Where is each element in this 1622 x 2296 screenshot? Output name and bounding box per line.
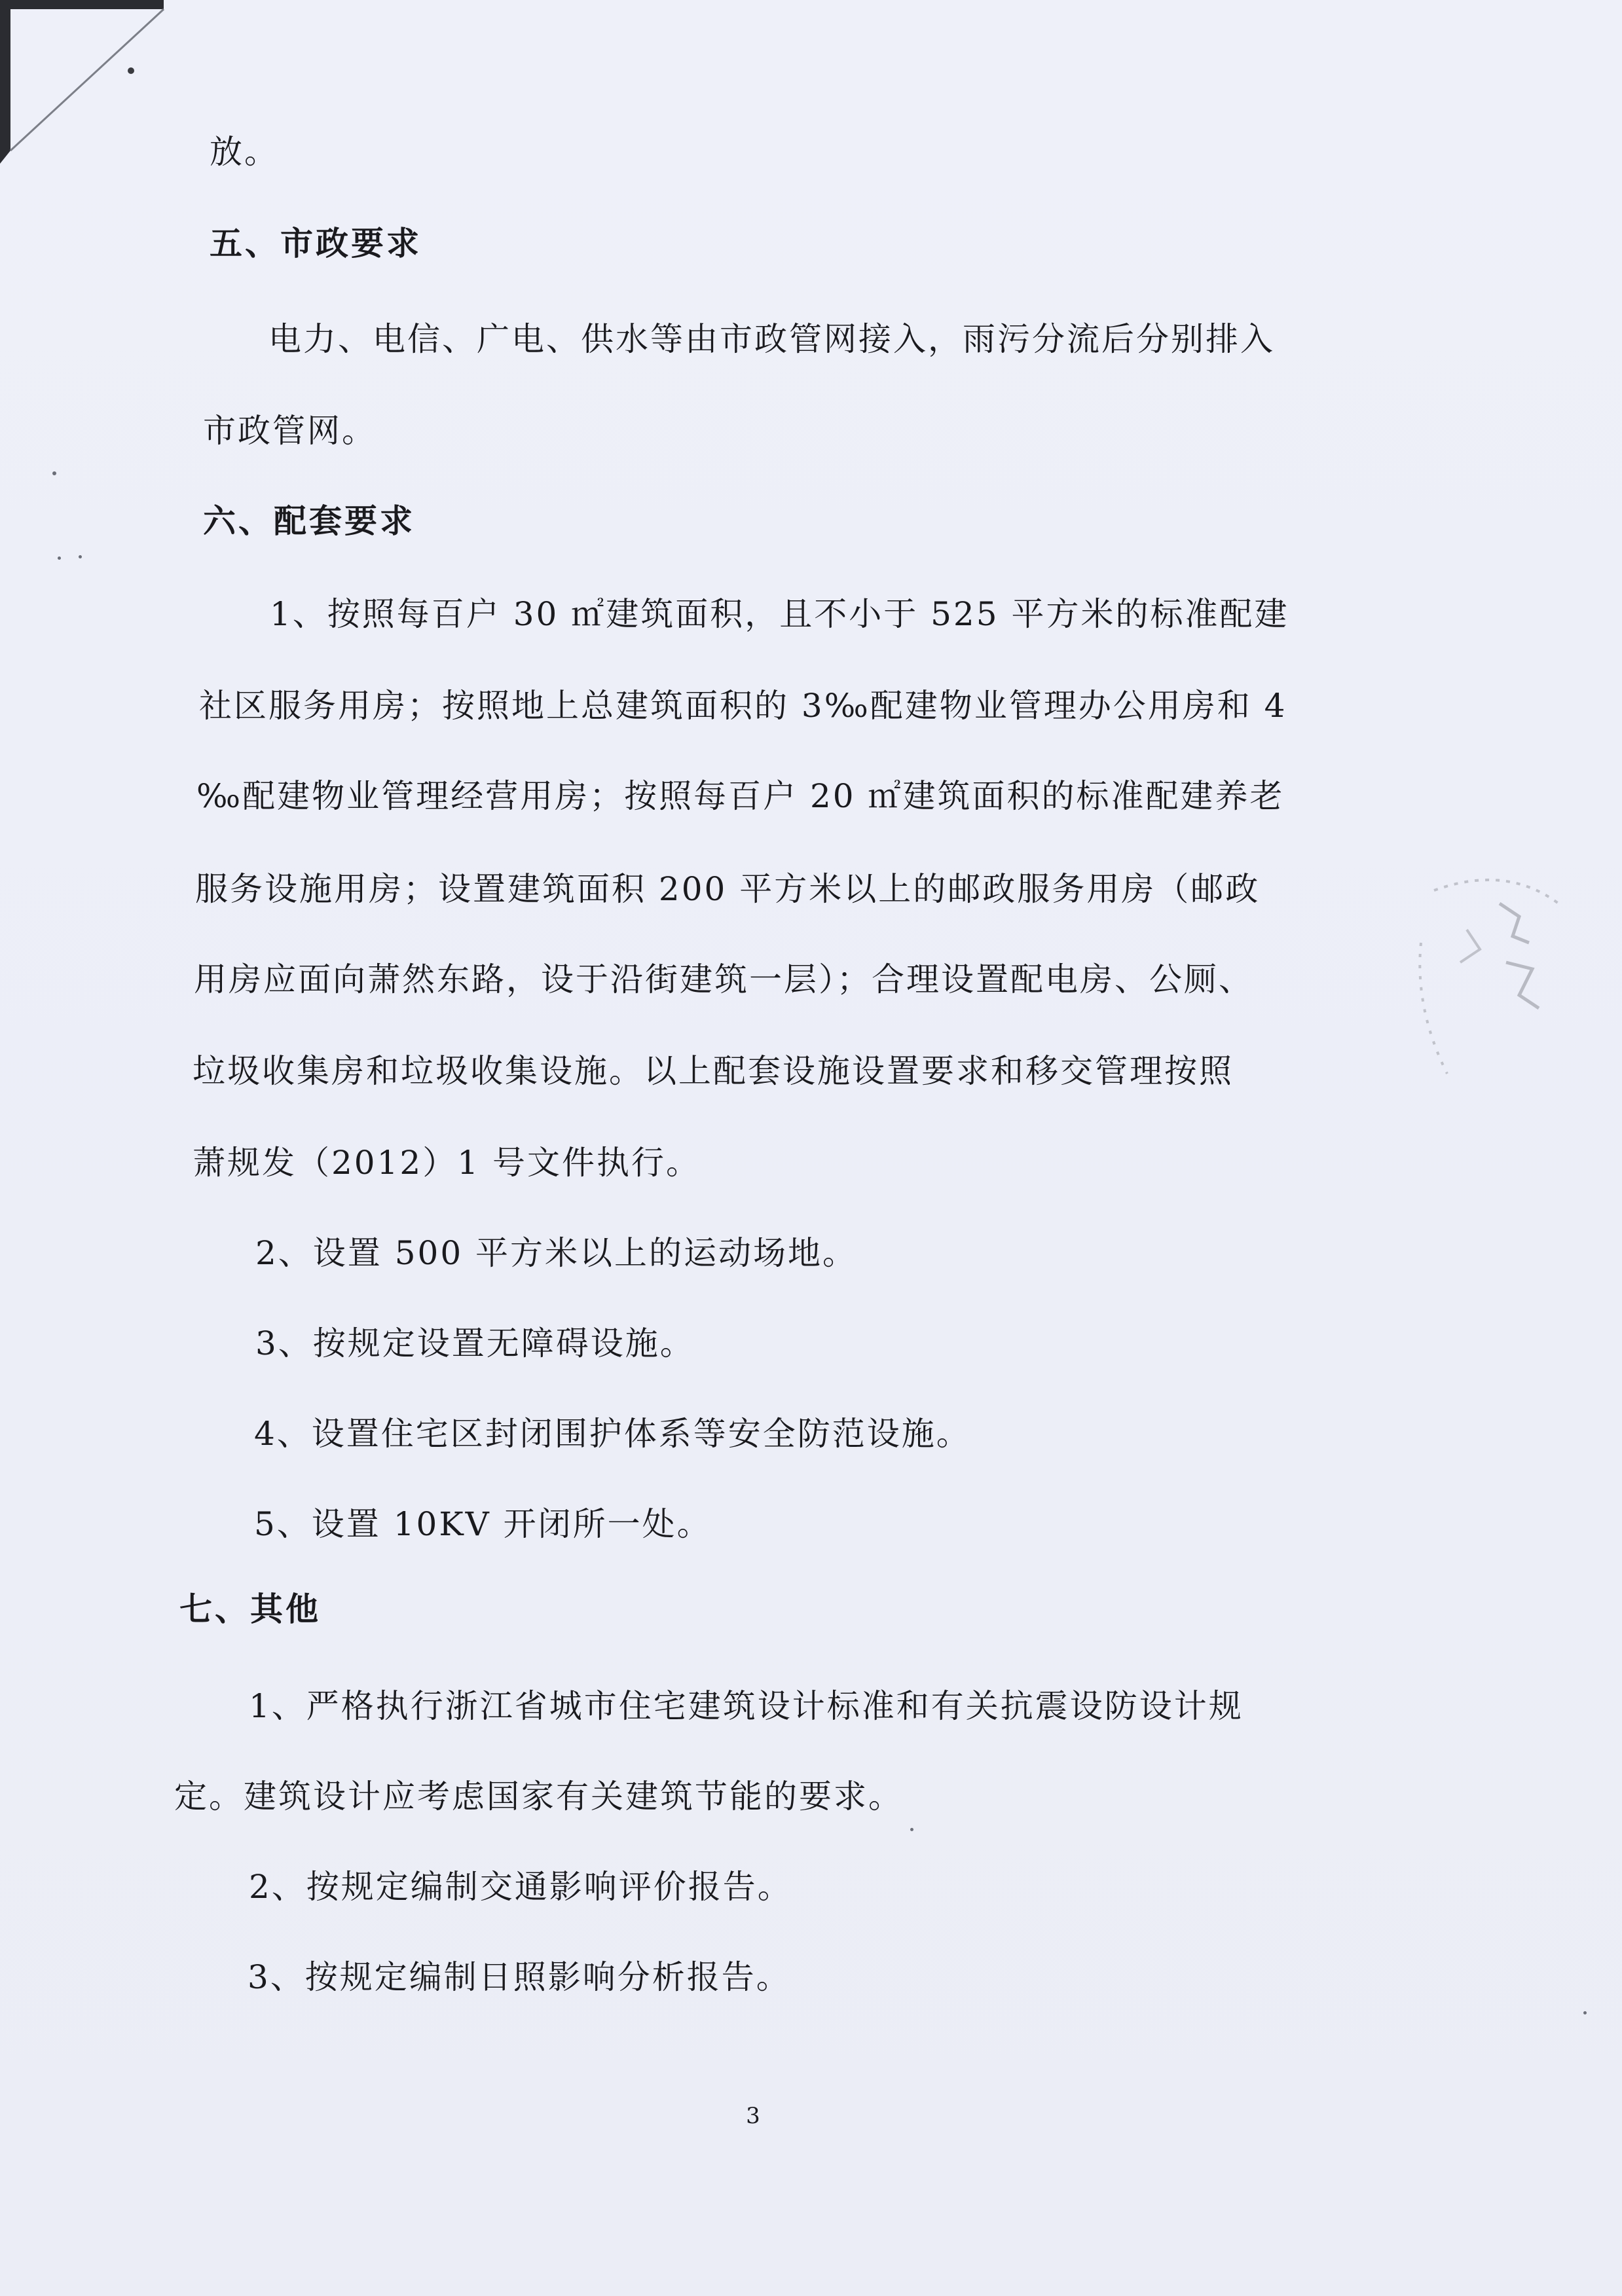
- body-line: 1、按照每百户 30 ㎡建筑面积，且不小于 525 平方米的标准配建: [270, 595, 1289, 633]
- body-line: 3、按规定编制日照影响分析报告。: [248, 1958, 791, 1996]
- body-line: 2、按规定编制交通影响评价报告。: [249, 1868, 792, 1906]
- scan-speck: [1583, 2011, 1587, 2014]
- body-line: 定。建筑设计应考虑国家有关建筑节能的要求。: [174, 1777, 903, 1815]
- body-line: 5、设置 10KV 开闭所一处。: [254, 1505, 712, 1543]
- body-line: 垃圾收集房和垃圾收集设施。以上配套设施设置要求和移交管理按照: [193, 1052, 1234, 1090]
- section-heading-other: 七、其他: [179, 1590, 321, 1628]
- section-heading-facilities: 六、配套要求: [203, 501, 415, 540]
- body-line: 市政管网。: [203, 412, 377, 450]
- body-line: 萧规发（2012）1 号文件执行。: [193, 1144, 701, 1182]
- body-line: 电力、电信、广电、供水等由市政管网接入，雨污分流后分别排入: [268, 320, 1275, 358]
- body-line: ‰配建物业管理经营用房；按照每百户 20 ㎡建筑面积的标准配建养老: [196, 777, 1285, 815]
- page-number: 3: [746, 2103, 760, 2129]
- body-line: 用房应面向萧然东路，设于沿街建筑一层）；合理设置配电房、公厕、: [194, 960, 1253, 998]
- body-line: 1、严格执行浙江省城市住宅建筑设计标准和有关抗震设防设计规: [249, 1687, 1244, 1725]
- scan-corner-fold-icon: [0, 0, 170, 170]
- section-heading-municipal: 五、市政要求: [210, 224, 422, 263]
- body-line: 3、按规定设置无障碍设施。: [255, 1324, 695, 1362]
- body-line: 放。: [210, 133, 279, 171]
- scan-speck: [52, 471, 56, 475]
- scan-speck: [79, 555, 82, 558]
- faded-seal-stamp: [1408, 864, 1578, 1113]
- scan-speck: [58, 556, 61, 560]
- body-line: 2、设置 500 平方米以上的运动场地。: [255, 1234, 858, 1272]
- body-line: 4、设置住宅区封闭围护体系等安全防范设施。: [254, 1415, 971, 1453]
- body-line: 服务设施用房；设置建筑面积 200 平方米以上的邮政服务用房（邮政: [195, 870, 1261, 908]
- body-line: 社区服务用房；按照地上总建筑面积的 3‰配建物业管理办公用房和 4: [199, 687, 1287, 725]
- scan-speck: [910, 1828, 913, 1831]
